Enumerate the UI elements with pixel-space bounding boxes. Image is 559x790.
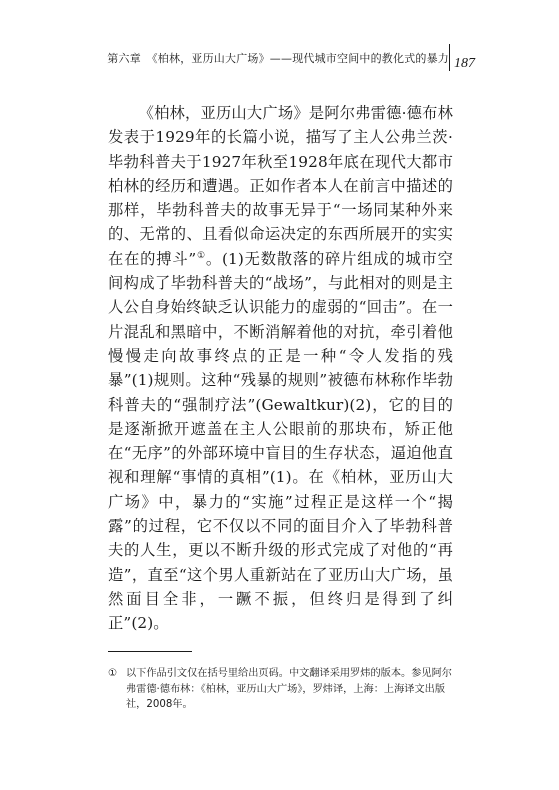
page-number: 187	[454, 56, 475, 71]
footnote-divider	[108, 651, 192, 652]
main-text	[108, 101, 453, 636]
paragraph-text-part-1: 《柏林，亚历山大广场》是阿尔弗雷德·德布林发表于1929年的长篇小说，描写了主人公弗兰茨·毕勃科普夫于1927年秋至1928年底在现代大都市柏林的经历和遭遇。正如作者本人在前言中描述的那样，毕勃科普夫的故事无异于“一场同某种外来的、无常的、且看似命运决定的东西所展开的实实在在的搏斗”	[108, 104, 453, 268]
footnote-text: 以下作品引文仅在括号里给出页码。中文翻译采用罗炜的版本。参见阿尔弗雷德·德布林：《柏林，亚历山大广场》，罗炜译，上海：上海译文出版社，2008年。	[126, 668, 452, 711]
header-divider	[449, 44, 450, 71]
paragraph-text-part-2: 。(1)无数散落的碎片组成的城市空间构成了毕勃科普夫的“战场”，与此相对的则是主人公自身始终缺乏认识能力的虚弱的“回击”。在一片混乱和黑暗中，不断消解着他的对抗，牵引着他慢慢走向故事终点的正是一种“令人发指的残暴”(1)规则。这种“残暴的规则”被德布林称作毕勃科普夫的“强制疗法”(Gewaltkur)(2)，它的目的是逐渐掀开遮盖在主人公眼前的那块布，矫正他在“无序”的外部环境中盲目的生存状态，逼迫他直视和理解“事情的真相”(1)。在《柏林，亚历山大广场》中，暴力的“实施”过程正是这样一个“揭露”的过程，它不仅以不同的面目介入了毕勃科普夫的人生，更以不断升级的形式完成了对他的“再造”，直至“这个男人重新站在了亚历山大广场，虽然面目全非，一蹶不振，但终归是得到了纠正”(2)。	[108, 249, 454, 633]
footnote-reference: ①	[196, 250, 206, 261]
body-paragraph	[108, 101, 453, 636]
footnote-marker: ①	[108, 668, 118, 679]
running-header: 第六章 《柏林，亚历山大广场》——现代城市空间中的教化式的暴力	[107, 52, 449, 65]
footnote	[108, 666, 453, 713]
